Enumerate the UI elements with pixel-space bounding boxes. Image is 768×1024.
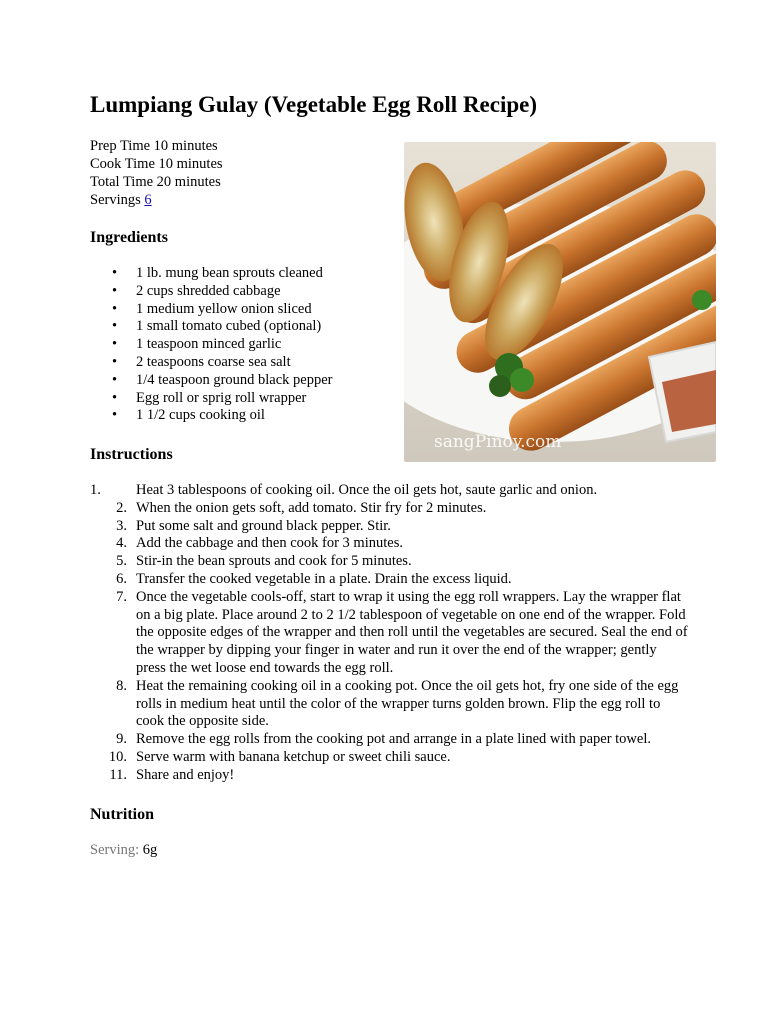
ingredients-list <box>90 265 390 425</box>
step-text: Heat the remaining cooking oil in a cooking pot. Once the oil gets hot, fry one side of the egg rolls in medium heat until the color of the wrapper turns golden brown. Flip the egg roll to cook the opposite side. <box>136 677 679 730</box>
bullet-icon: • <box>112 300 118 317</box>
prep-time: Prep Time 10 minutes <box>90 138 218 154</box>
cook-time: Cook Time 10 minutes <box>90 156 223 172</box>
step-number: 9. <box>116 731 127 748</box>
instruction-step <box>90 571 690 589</box>
ingredient-text: 1 small tomato cubed (optional) <box>136 318 322 335</box>
bullet-icon: • <box>112 353 118 370</box>
bullet-icon: • <box>112 336 118 353</box>
servings-label: Servings <box>90 192 145 208</box>
step-number: 1. <box>90 482 101 498</box>
step-text: Serve warm with banana ketchup or sweet chili sauce. <box>136 748 451 765</box>
step-text: When the onion gets soft, add tomato. Stir fry for 2 minutes. <box>136 499 487 516</box>
bullet-icon: • <box>112 282 118 299</box>
instruction-step <box>90 767 690 785</box>
total-time: Total Time 20 minutes <box>90 174 221 190</box>
ingredient-item <box>90 283 390 301</box>
ingredient-text: 1 lb. mung bean sprouts cleaned <box>136 265 323 281</box>
ingredient-item <box>90 407 390 425</box>
instruction-step <box>90 500 690 518</box>
page-title: Lumpiang Gulay (Vegetable Egg Roll Recipe) <box>90 92 538 117</box>
instruction-step <box>90 731 690 749</box>
ingredient-text: 1 medium yellow onion sliced <box>136 300 312 317</box>
ingredient-item <box>90 372 390 390</box>
photo-watermark: sangPinoy.com <box>434 432 562 452</box>
step-number: 5. <box>116 553 127 570</box>
nutrition-heading: Nutrition <box>90 806 154 823</box>
ingredient-item <box>90 336 390 354</box>
ingredient-text: 2 teaspoons coarse sea salt <box>136 353 291 370</box>
step-text: Share and enjoy! <box>136 766 235 783</box>
step-number: 4. <box>116 535 127 552</box>
step-number: 3. <box>116 517 127 534</box>
step-text: Put some salt and ground black pepper. Stir. <box>136 517 391 534</box>
step-number: 10. <box>108 748 127 765</box>
nutrition-serving <box>90 842 157 859</box>
recipe-meta <box>90 137 223 209</box>
servings-link[interactable]: 6 <box>144 192 152 208</box>
step-text: Once the vegetable cools-off, start to wrap it using the egg roll wrappers. Lay the wrapper flat on a big plate. Place around 2 to 2 1/2 tablespoon of vegetable on one end of the wrapper. Fold the opposite edges of the wrapper and then roll until the vegetables are secured. Seal the end of the wrapper by dipping your finger in water and run it over the end of the wrapper; gently press the wet loose end towards the egg roll. <box>136 588 688 676</box>
ingredient-item <box>90 318 390 336</box>
instruction-step <box>90 482 690 500</box>
ingredient-item <box>90 265 390 283</box>
ingredient-text: 2 cups shredded cabbage <box>136 282 281 299</box>
bullet-icon: • <box>112 389 118 406</box>
instructions-heading: Instructions <box>90 446 173 463</box>
instruction-step <box>90 678 690 731</box>
ingredient-text: 1 teaspoon minced garlic <box>136 336 282 353</box>
instruction-step <box>90 553 690 571</box>
instruction-step <box>90 518 690 536</box>
step-number: 11. <box>109 766 127 783</box>
egg-roll-photo <box>404 142 716 462</box>
step-number: 2. <box>116 499 127 516</box>
ingredient-text: 1 1/2 cups cooking oil <box>136 407 265 424</box>
ingredient-text: Egg roll or sprig roll wrapper <box>136 389 307 406</box>
serving-value: 6g <box>142 842 158 858</box>
servings <box>90 191 223 209</box>
bullet-icon: • <box>112 371 118 388</box>
instructions-list <box>90 482 690 785</box>
ingredient-text: 1/4 teaspoon ground black pepper <box>136 371 333 388</box>
step-text: Transfer the cooked vegetable in a plate. Drain the excess liquid. <box>136 570 512 587</box>
step-number: 7. <box>116 588 127 605</box>
step-number: 6. <box>116 570 127 587</box>
step-text: Remove the egg rolls from the cooking pot and arrange in a plate lined with paper towel. <box>136 731 651 748</box>
serving-label: Serving: <box>90 842 143 858</box>
bullet-icon: • <box>112 407 118 424</box>
ingredient-item <box>90 390 390 408</box>
step-text: Add the cabbage and then cook for 3 minutes. <box>136 535 403 552</box>
instruction-step <box>90 535 690 553</box>
step-text: Heat 3 tablespoons of cooking oil. Once the oil gets hot, saute garlic and onion. <box>136 482 598 498</box>
instruction-step <box>90 589 690 678</box>
step-number: 8. <box>116 677 127 694</box>
bullet-icon: • <box>112 265 118 281</box>
instruction-step <box>90 749 690 767</box>
ingredient-item <box>90 354 390 372</box>
ingredient-item <box>90 301 390 319</box>
step-text: Stir-in the bean sprouts and cook for 5 minutes. <box>136 553 412 570</box>
ingredients-heading: Ingredients <box>90 229 168 246</box>
bullet-icon: • <box>112 318 118 335</box>
